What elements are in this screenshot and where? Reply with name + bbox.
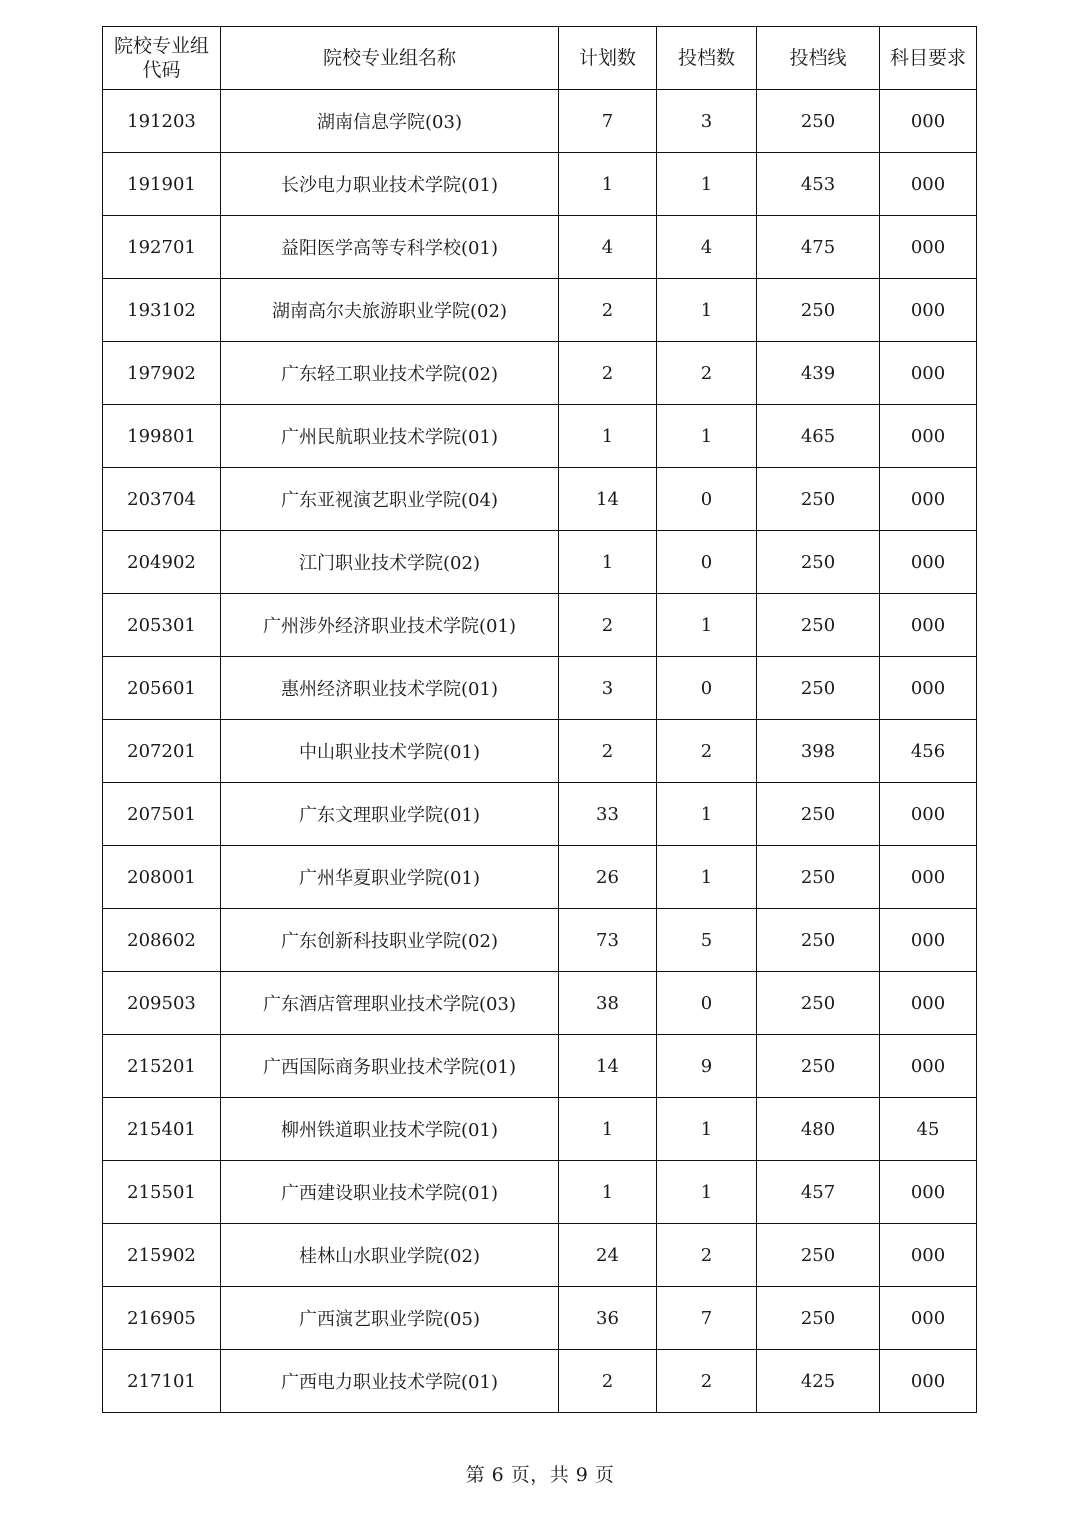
cell-filed: 9 [657,1035,757,1098]
cell-line: 453 [757,153,880,216]
cell-code: 205601 [103,657,221,720]
table-row [103,153,977,216]
table-row [103,972,977,1035]
cell-plan: 1 [559,531,657,594]
cell-name: 广西建设职业技术学院(01) [221,1161,559,1224]
cell-req: 000 [880,153,977,216]
cell-code: 205301 [103,594,221,657]
cell-name: 湖南高尔夫旅游职业学院(02) [221,279,559,342]
cell-code: 192701 [103,216,221,279]
cell-code: 215201 [103,1035,221,1098]
cell-plan: 14 [559,1035,657,1098]
cell-filed: 0 [657,531,757,594]
cell-filed: 7 [657,1287,757,1350]
table-row [103,594,977,657]
cell-req: 000 [880,846,977,909]
cell-filed: 0 [657,468,757,531]
cell-line: 250 [757,90,880,153]
cell-plan: 26 [559,846,657,909]
table-header [103,27,977,90]
header-req: 科目要求 [880,27,977,90]
cell-name: 广东酒店管理职业技术学院(03) [221,972,559,1035]
table-row [103,1350,977,1413]
cell-filed: 1 [657,783,757,846]
cell-code: 208602 [103,909,221,972]
cell-line: 457 [757,1161,880,1224]
cell-filed: 2 [657,720,757,783]
cell-plan: 33 [559,783,657,846]
cell-line: 398 [757,720,880,783]
cell-name: 广西演艺职业学院(05) [221,1287,559,1350]
cell-filed: 2 [657,342,757,405]
cell-plan: 2 [559,342,657,405]
cell-req: 45 [880,1098,977,1161]
cell-code: 215401 [103,1098,221,1161]
cell-req: 000 [880,342,977,405]
cell-filed: 1 [657,846,757,909]
cell-code: 208001 [103,846,221,909]
cell-name: 桂林山水职业学院(02) [221,1224,559,1287]
cell-req: 000 [880,531,977,594]
cell-name: 广州涉外经济职业技术学院(01) [221,594,559,657]
cell-plan: 1 [559,1098,657,1161]
table-row [103,342,977,405]
cell-code: 199801 [103,405,221,468]
cell-code: 193102 [103,279,221,342]
cell-code: 207501 [103,783,221,846]
cell-plan: 36 [559,1287,657,1350]
cell-name: 广州民航职业技术学院(01) [221,405,559,468]
cell-plan: 2 [559,594,657,657]
cell-req: 000 [880,405,977,468]
table-row [103,1224,977,1287]
cell-plan: 3 [559,657,657,720]
cell-line: 475 [757,216,880,279]
cell-code: 197902 [103,342,221,405]
cell-plan: 7 [559,90,657,153]
cell-filed: 2 [657,1350,757,1413]
cell-name: 广东文理职业学院(01) [221,783,559,846]
cell-plan: 1 [559,405,657,468]
cell-filed: 1 [657,279,757,342]
table-row [103,1098,977,1161]
cell-filed: 3 [657,90,757,153]
cell-name: 长沙电力职业技术学院(01) [221,153,559,216]
cell-req: 000 [880,1035,977,1098]
cell-line: 250 [757,531,880,594]
admission-table [102,26,977,1413]
cell-plan: 24 [559,1224,657,1287]
cell-code: 203704 [103,468,221,531]
cell-line: 250 [757,279,880,342]
cell-line: 250 [757,594,880,657]
cell-name: 江门职业技术学院(02) [221,531,559,594]
cell-filed: 1 [657,1098,757,1161]
cell-code: 216905 [103,1287,221,1350]
cell-line: 250 [757,657,880,720]
cell-req: 000 [880,594,977,657]
table-row [103,468,977,531]
cell-code: 207201 [103,720,221,783]
cell-code: 209503 [103,972,221,1035]
cell-req: 000 [880,1224,977,1287]
table-row [103,279,977,342]
cell-filed: 1 [657,153,757,216]
cell-code: 204902 [103,531,221,594]
cell-filed: 2 [657,1224,757,1287]
table-row [103,1287,977,1350]
cell-req: 000 [880,90,977,153]
cell-name: 广东创新科技职业学院(02) [221,909,559,972]
header-code [103,27,221,90]
cell-req: 000 [880,909,977,972]
cell-req: 000 [880,1161,977,1224]
table-row [103,846,977,909]
cell-plan: 2 [559,279,657,342]
page-footer: 第 6 页，共 9 页 [465,1464,615,1486]
cell-name: 益阳医学高等专科学校(01) [221,216,559,279]
cell-name: 广东轻工职业技术学院(02) [221,342,559,405]
cell-filed: 1 [657,594,757,657]
cell-plan: 4 [559,216,657,279]
cell-name: 柳州铁道职业技术学院(01) [221,1098,559,1161]
cell-line: 250 [757,1224,880,1287]
table-row [103,531,977,594]
cell-filed: 0 [657,972,757,1035]
cell-name: 广西国际商务职业技术学院(01) [221,1035,559,1098]
cell-name: 惠州经济职业技术学院(01) [221,657,559,720]
cell-line: 250 [757,1035,880,1098]
cell-name: 广州华夏职业学院(01) [221,846,559,909]
cell-filed: 1 [657,1161,757,1224]
cell-line: 250 [757,846,880,909]
header-plan: 计划数 [559,27,657,90]
header-filed: 投档数 [657,27,757,90]
cell-filed: 4 [657,216,757,279]
cell-plan: 2 [559,720,657,783]
cell-line: 480 [757,1098,880,1161]
table-row [103,90,977,153]
cell-req: 000 [880,1350,977,1413]
cell-line: 465 [757,405,880,468]
cell-line: 250 [757,972,880,1035]
cell-filed: 5 [657,909,757,972]
header-name: 院校专业组名称 [221,27,559,90]
cell-req: 000 [880,657,977,720]
cell-code: 217101 [103,1350,221,1413]
table-row [103,405,977,468]
table-row [103,1035,977,1098]
cell-filed: 0 [657,657,757,720]
cell-line: 250 [757,468,880,531]
cell-code: 191203 [103,90,221,153]
cell-code: 191901 [103,153,221,216]
table-row [103,657,977,720]
table-row [103,783,977,846]
cell-plan: 14 [559,468,657,531]
cell-req: 000 [880,1287,977,1350]
cell-line: 425 [757,1350,880,1413]
header-line: 投档线 [757,27,880,90]
cell-code: 215501 [103,1161,221,1224]
cell-filed: 1 [657,405,757,468]
cell-line: 250 [757,783,880,846]
table-row [103,720,977,783]
table-row [103,1161,977,1224]
cell-plan: 73 [559,909,657,972]
cell-name: 广西电力职业技术学院(01) [221,1350,559,1413]
cell-plan: 1 [559,153,657,216]
cell-req: 000 [880,783,977,846]
cell-req: 000 [880,468,977,531]
cell-req: 456 [880,720,977,783]
cell-code: 215902 [103,1224,221,1287]
cell-req: 000 [880,216,977,279]
cell-req: 000 [880,279,977,342]
table-body [103,90,977,1413]
cell-plan: 38 [559,972,657,1035]
cell-line: 250 [757,909,880,972]
header-row [103,27,977,90]
cell-line: 439 [757,342,880,405]
cell-name: 湖南信息学院(03) [221,90,559,153]
table-row [103,909,977,972]
header-code-label: 院校专业组代码 [113,35,209,81]
cell-name: 中山职业技术学院(01) [221,720,559,783]
cell-req: 000 [880,972,977,1035]
cell-plan: 1 [559,1161,657,1224]
table-row [103,216,977,279]
cell-plan: 2 [559,1350,657,1413]
cell-line: 250 [757,1287,880,1350]
cell-name: 广东亚视演艺职业学院(04) [221,468,559,531]
